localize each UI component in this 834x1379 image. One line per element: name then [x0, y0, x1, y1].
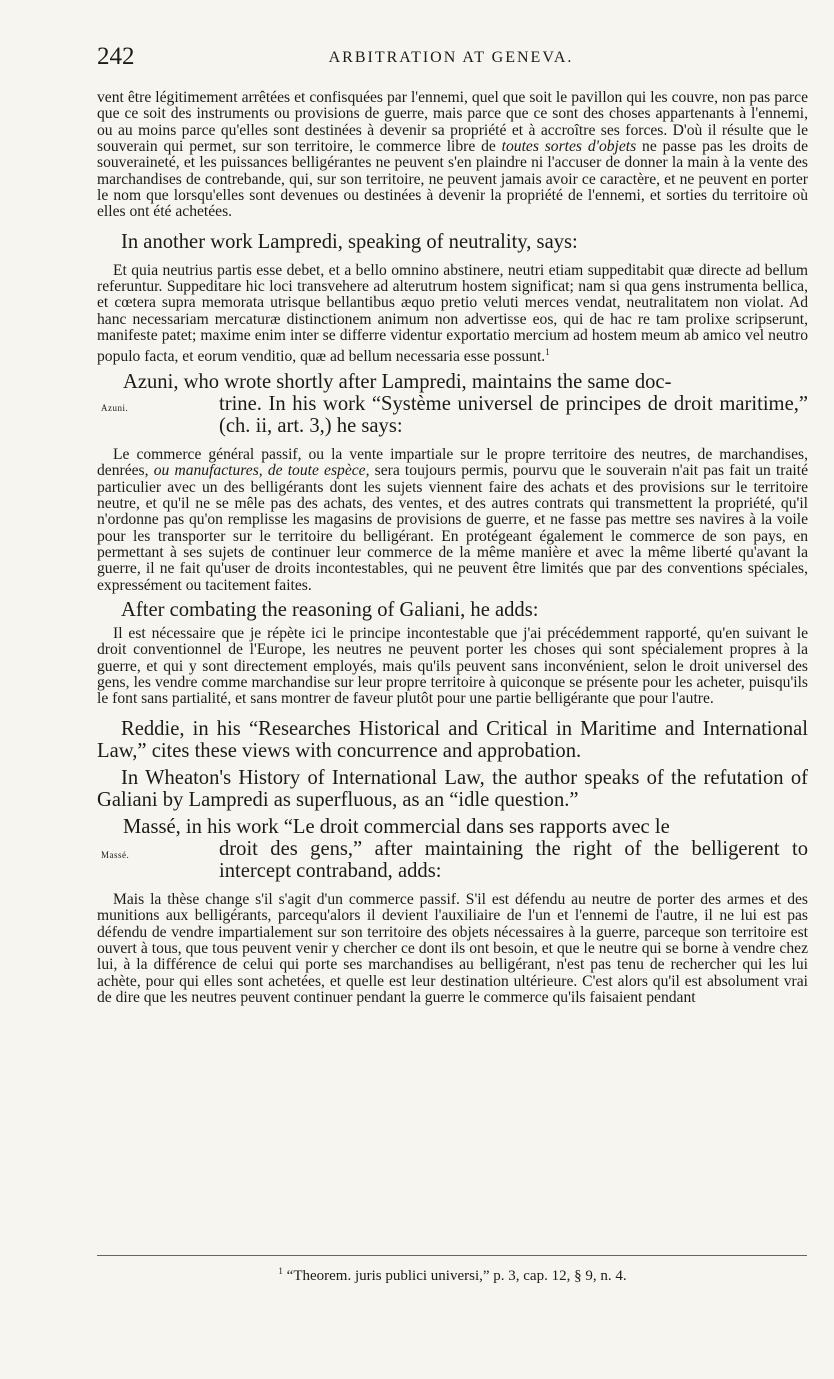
quote-text: sera toujours permis, pourvu que le souverain n'ait pas fait un traité particulier avec un des belligérants dont les sujets viennent faire des achats et des provisions sur le territoire neutre, et qu'il ne se mêle pas des achats, des ventes, et des autres contrats qui transmettent la propriété, qu'il n'ordonne pas qu'on remplisse les magasins de provisions de guerre, et ne fasse pas mettre ses navires à la voile pour les transporter sur le territoire du belligérant. En protégeant également le commerce de son pays, en permettant à ses sujets de continuer leur commerce de la même manière et avec la même liberté qu'avant la guerre, il ne fait qu'user de droits incontestables, qui ne peuvent être limités que par des conventions spéciales, expressément ou tacitement faites. [97, 462, 808, 594]
quote-lampredi-french [97, 90, 808, 221]
quote-lampredi-latin [97, 263, 808, 366]
quote-text: ne passe pas les droits de souveraineté, et les puissances belligérantes ne peuvent s'en plaindre ni l'accuser de donner la main à la vente des marchandises de contrebande, qui, sur son territoire, ne peuvent jamais avoir ce caractère, et ne peuvent en porter le nom que lorsqu'elles sont devenues ou destinées à devenir la propriété de l'ennemi, et sorties du territoire où elles ont été achetées. [97, 138, 809, 221]
text-reddie: Reddie, in his “Researches Historical and Critical in Maritime and International Law,” cites these views with concurrence and approbation. [97, 717, 808, 762]
quote-azuni-galiani: Il est nécessaire que je répète ici le principe incontestable que j'ai précédemment rapporté, qu'en suivant le droit conventionnel de l'Europe, les neutres ne peuvent porter les choses qui sont spécialement propres à la guerre, et qui y sont directement employés, mais qu'ils peuvent sans inconvénient, selon le droit universel des gens, les vendre comme marchandise sur leur propre territoire à quiconque se présente pour les acheter, puisqu'ils le font sans partialité, et sans montrer de faveur plutôt pour une partie belligérante que pour l'autre. [97, 625, 808, 708]
masse-first-line: Massé, in his work “Le droit commercial dans ses rapports avec le [123, 815, 670, 838]
text-lampredi-neutrality: In another work Lampredi, speaking of neutrality, says: [121, 230, 578, 253]
quote-text: Le commerce général passif, ou la vente impartiale sur le propre territoire des neutres, de marchandises, denrées, [97, 446, 808, 480]
page-body [97, 90, 808, 1006]
page-header [97, 43, 805, 73]
footnote-divider [97, 1255, 807, 1256]
footnote-text: “Theorem. juris publici universi,” p. 3, cap. 12, § 9, n. 4. [286, 1268, 627, 1284]
side-note-azuni: Azuni. [101, 403, 129, 413]
side-note-masse: Massé. [101, 849, 130, 860]
masse-paragraph [97, 816, 808, 882]
masse-continuation: droit des gens,” after maintaining the right of the belligerent to intercept contraband, adds: [219, 837, 808, 882]
footnote [97, 1266, 808, 1285]
azuni-continuation: trine. In his work “Système universel de principes de droit maritime,” (ch. ii, art. 3,) he says: [219, 393, 808, 437]
text-wheaton: In Wheaton's History of International Law, the author speaks of the refutation of Galiani by Lampredi as superfluous, as an “idle question.” [97, 766, 808, 811]
azuni-paragraph [97, 371, 808, 437]
text-galiani: After combating the reasoning of Galiani, he adds: [121, 599, 539, 622]
footnote-reference: 1 [545, 347, 550, 358]
quote-text: vent être légitimement arrêtées et confisquées par l'ennemi, quel que soit le pavillon qui les couvre, non pas parce que ce soit des instruments ou provisions de guerre, mais parce que ce sont des choses appartenants à l'ennemi, ou au moins parce qu'elles sont destinées à devenir sa propriété et à accroître ses forces. D'où il résulte que le souverain qui permet, sur son territoire, le commerce libre de [97, 89, 808, 156]
quote-masse: Mais la thèse change s'il s'agit d'un commerce passif. S'il est défendu au neutre de porter des armes et des munitions aux belligérants, parcequ'alors il devient l'auxiliaire de l'un et l'ennemi de l'autre, il ne lui est pas défendu de vendre impartialement sur son territoire des objets nécessaires à la guerre, parceque son territoire est ouvert à tous, que tous peuvent venir y chercher ce dont ils ont besoin, et que le neutre qui se borne à vendre chez lui, à la différence de celui qui porte ses marchandises au belligérant, n'est pas tenu de rechercher qui les lui achète, pour qui elles sont achetées, et quelle est leur destination ultérieure. C'est alors qu'il est absolument vrai de dire que les neutres peuvent continuer pendant la guerre le commerce qu'ils faisaient pendant [97, 890, 808, 1006]
quote-emphasis: ou manufactures, de toute espèce, [153, 462, 370, 480]
footnote-marker: 1 [278, 1266, 283, 1276]
quote-text: Et quia neutrius partis esse debet, et a bello omnino abstinere, neutri etiam suppeditabit quæ directe ad bellum referuntur. Suppeditare hic loci transvehere ad alterutrum hostem significat; nam si qua gens instrumenta bellica, et cœtera supra memorata utrisque bellantibus æquo pretio veluti merces vendat, neutralitatem non violat. Ad hanc necessariam mercaturæ distinctionem animum non advertisse eos, qui de hac re tam prolixe scripserunt, manifeste patet; maxime enim inter se differre videntur exportatio mercium ad hostem meum ab amico vel neutro populo facta, et eorum venditio, quæ ad bellum necessaria esse possunt. [97, 261, 808, 366]
running-title: ARBITRATION AT GENEVA. [328, 49, 574, 66]
quote-azuni [97, 447, 808, 594]
azuni-first-line: Azuni, who wrote shortly after Lampredi, maintains the same doc- [123, 371, 672, 393]
page-number: 242 [97, 43, 135, 70]
quote-emphasis: toutes sortes d'objets [501, 138, 637, 156]
